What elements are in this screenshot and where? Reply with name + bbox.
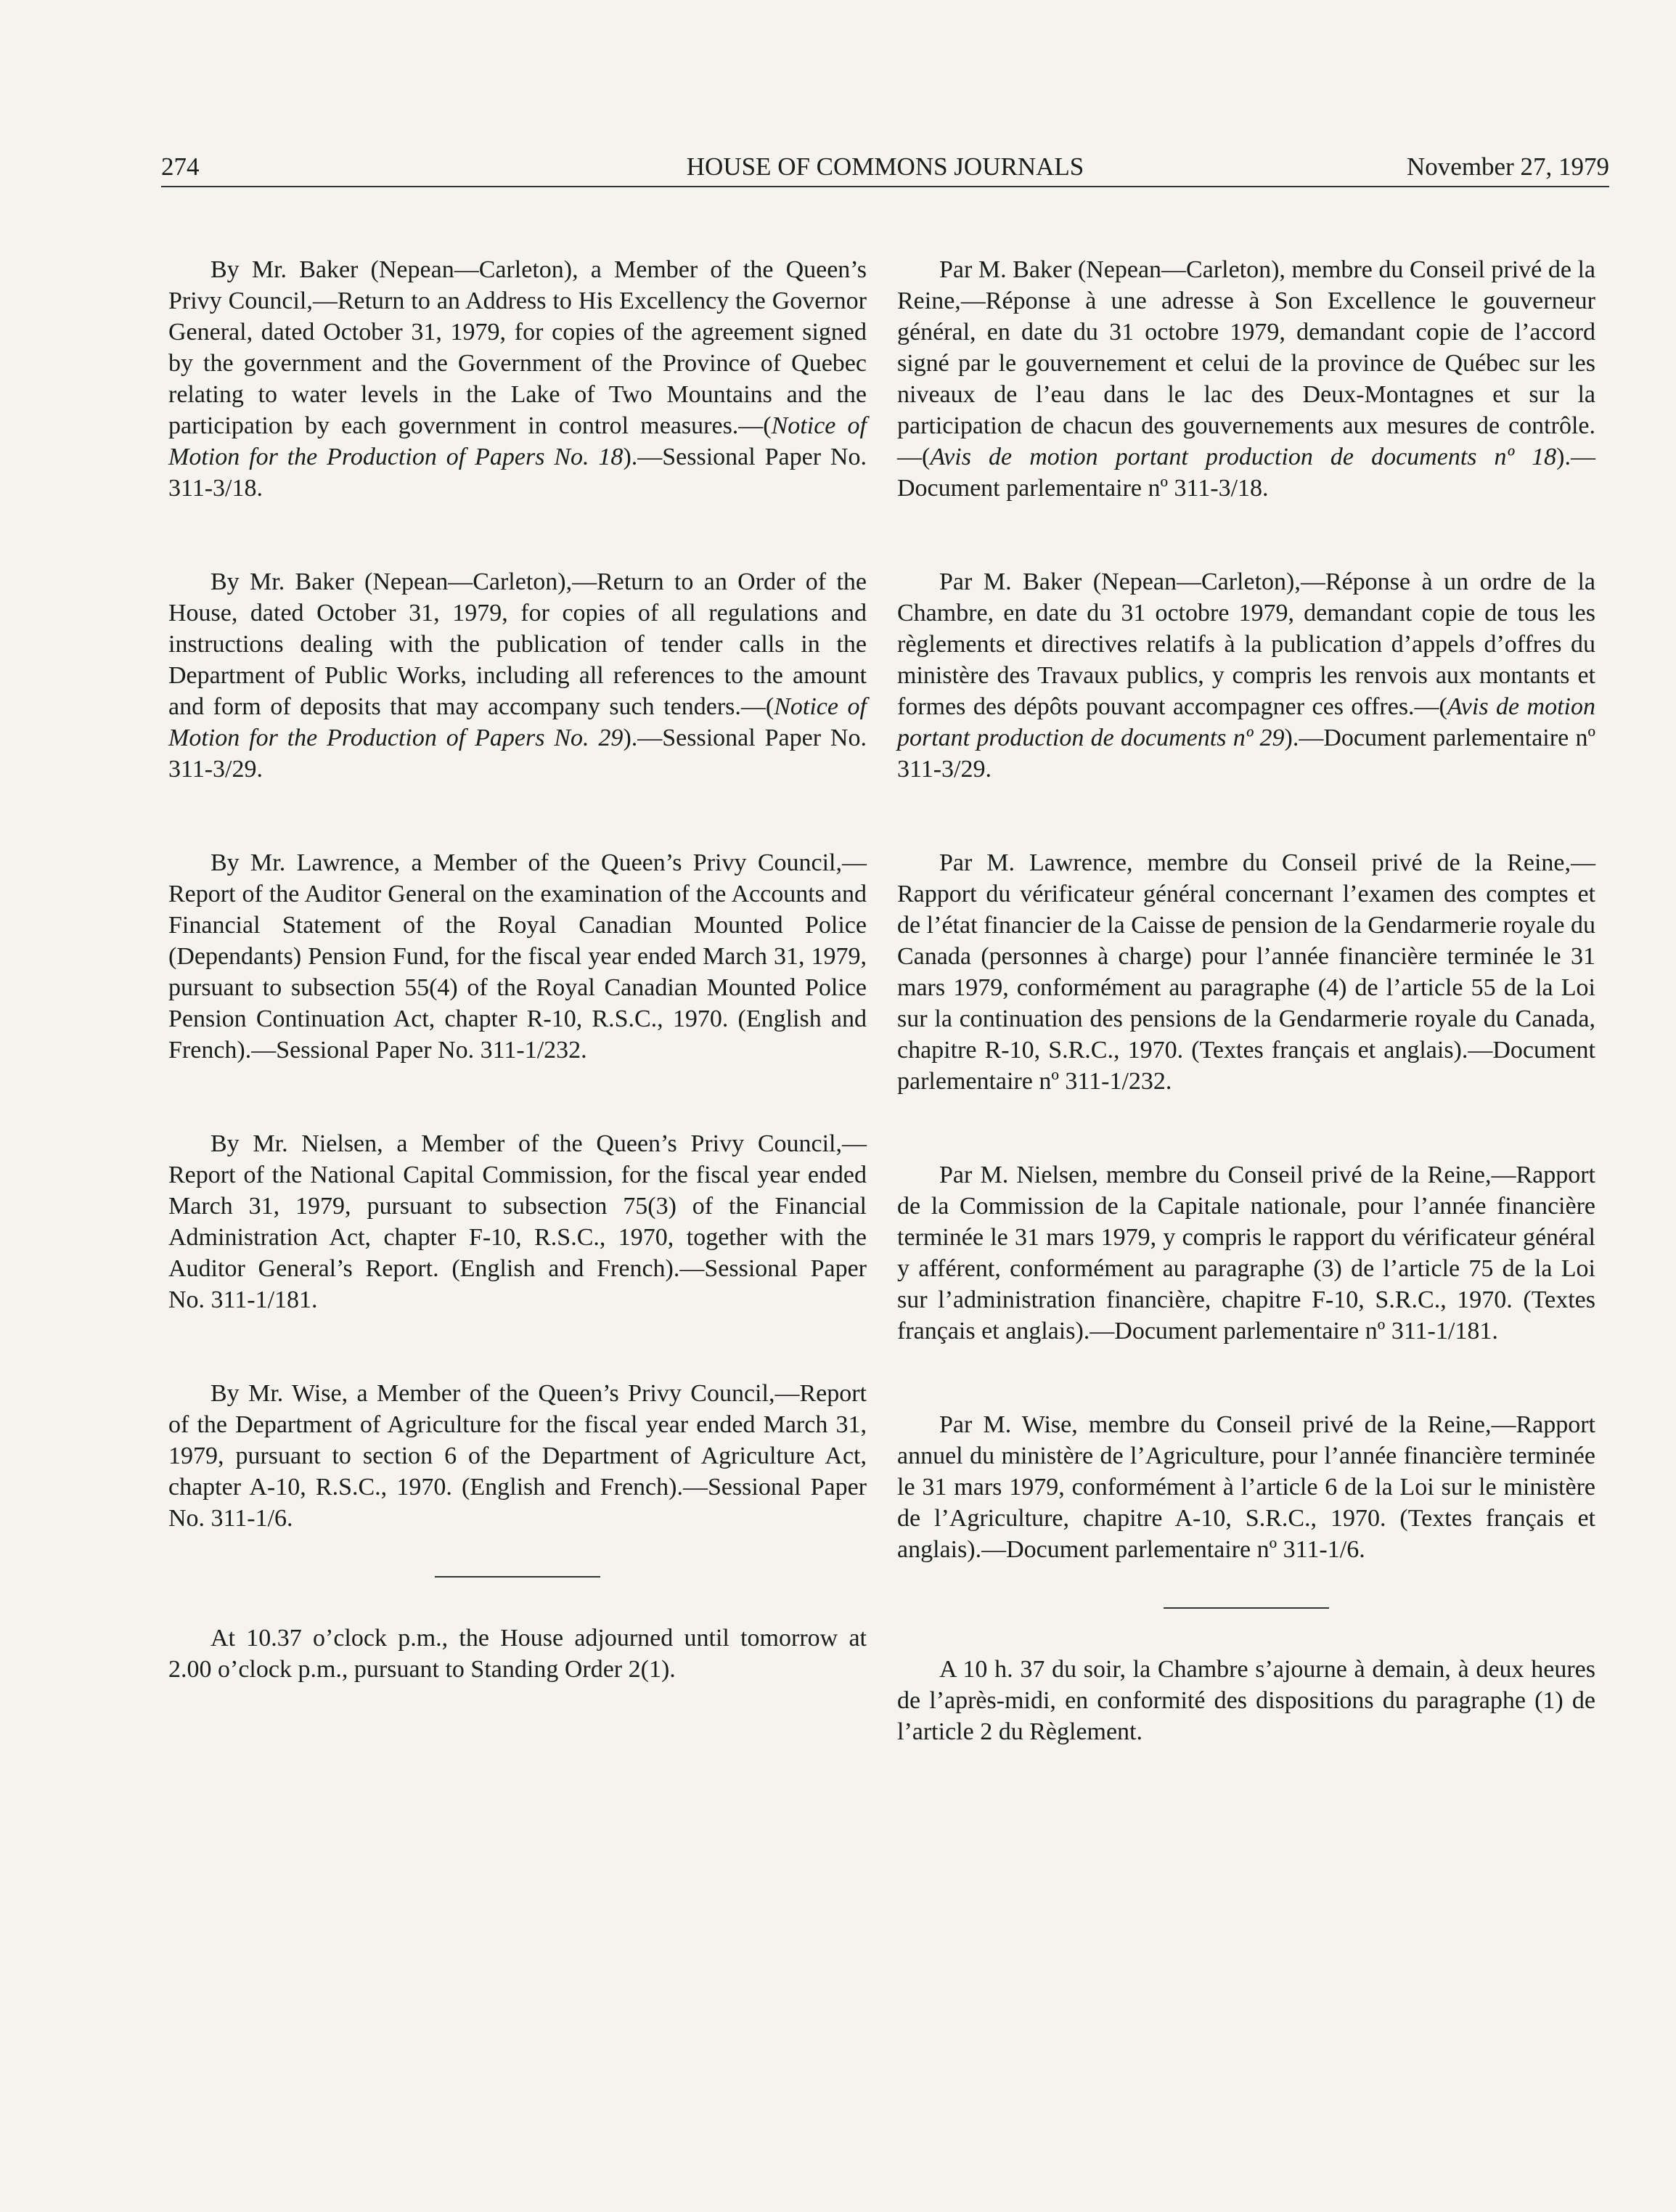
page-header (161, 145, 1609, 189)
english-separator (435, 1576, 600, 1578)
french-paragraph-4: Par M. Nielsen, membre du Conseil privé de la Reine,—Rapport de la Commission de la Capitale nationale, pour l’année financière terminée le 31 mars 1979, y compris le rapport du vérificateur général y afférent, conformément au paragraphe (3) de l’article 75 de la Loi sur l’administration financière, chapitre F-10, S.R.C., 1970. (Textes français et anglais).—Document parlementaire nº 311-1/181. (897, 1162, 1595, 1344)
french-paragraph-5: Par M. Wise, membre du Conseil privé de la Reine,—Rapport annuel du ministère de l’Agriculture, pour l’année financière terminée le 31 mars 1979, conformément à l’article 6 de la Loi sur le ministère de l’Agriculture, chapitre A-10, S.R.C., 1970. (Textes français et anglais).—Document parlementaire nº 311-1/6. (897, 1411, 1595, 1563)
english-paragraph-2: By Mr. Baker (Nepean—Carleton),—Return to an Order of the House, dated October 31, 1979, for copies of all regulations and instructions dealing with the publication of tender calls in the Department of Public Works, including all references to the amount and form of deposits that may accompany such tenders.—(Notice of Motion for the Production of Papers No. 29).—Sessional Paper No. 311-3/29. (168, 568, 867, 783)
french-paragraph-3: Par M. Lawrence, membre du Conseil privé de la Reine,—Rapport du vérificateur général concernant l’examen des comptes et de l’état financier de la Caisse de pension de la Gendarmerie royale du Canada (personnes à charge) pour l’année financière terminée le 31 mars 1979, conformément au paragraphe (4) de l’article 55 de la Loi sur la continuation des pensions de la Gendarmerie royale du Canada, chapitre R-10, S.R.C., 1970. (Textes français et anglais).—Document parlementaire nº 311-1/232. (897, 849, 1595, 1095)
journal-title: HOUSE OF COMMONS JOURNALS (686, 152, 1084, 181)
english-paragraph-5: By Mr. Wise, a Member of the Queen’s Privy Council,—Report of the Department of Agriculture for the fiscal year ended March 31, 1979, pursuant to section 6 of the Department of Agriculture Act, chapter A-10, R.S.C., 1970. (English and French).—Sessional Paper No. 311-1/6. (168, 1380, 867, 1532)
french-separator (1164, 1607, 1329, 1609)
page-date: November 27, 1979 (1407, 152, 1609, 181)
english-paragraph-1: By Mr. Baker (Nepean—Carleton), a Member of the Queen’s Privy Council,—Return to an Address to His Excellency the Governor General, dated October 31, 1979, for copies of the agreement signed by the government and the Government of the Province of Quebec relating to water levels in the Lake of Two Mountains and the participation by each government in control measures.—(Notice of Motion for the Production of Papers No. 18).—Sessional Paper No. 311-3/18. (168, 256, 867, 502)
french-paragraph-2: Par M. Baker (Nepean—Carleton),—Réponse à un ordre de la Chambre, en date du 31 octobre 1979, demandant copie de tous les règlements et directives relatifs à la publication d’appels d’offres du ministère des Travaux publics, y compris les renvois aux montants et formes des dépôts pouvant accompagner ces offres.—(Avis de motion portant production de documents nº 29).—Document parlementaire nº 311-3/29. (897, 568, 1595, 783)
header-rule (161, 186, 1609, 187)
english-paragraph-4: By Mr. Nielsen, a Member of the Queen’s Privy Council,—Report of the National Capital Commission, for the fiscal year ended March 31, 1979, pursuant to subsection 75(3) of the Financial Administration Act, chapter F-10, R.S.C., 1970, together with the Auditor General’s Report. (English and French).—Sessional Paper No. 311-1/181. (168, 1130, 867, 1313)
page-number: 274 (161, 152, 200, 181)
english-adjournment: At 10.37 o’clock p.m., the House adjourned until tomorrow at 2.00 o’clock p.m., pursuant to Standing Order 2(1). (168, 1625, 867, 1683)
english-column (168, 254, 867, 1685)
french-adjournment: A 10 h. 37 du soir, la Chambre s’ajourne à demain, à deux heures de l’après-midi, en conformité des dispositions du paragraphe (1) de l’article 2 du Règlement. (897, 1656, 1595, 1745)
french-paragraph-1: Par M. Baker (Nepean—Carleton), membre du Conseil privé de la Reine,—Réponse à une adresse à Son Excellence le gouverneur général, en date du 31 octobre 1979, demandant copie de l’accord signé par le gouvernement et celui de la province de Québec sur les niveaux de l’eau dans le lac des Deux-Montagnes et sur la participation de chacun des gouvernements aux mesures de contrôle.—(Avis de motion portant production de documents nº 18).—Document parlementaire nº 311-3/18. (897, 256, 1595, 502)
english-paragraph-3: By Mr. Lawrence, a Member of the Queen’s Privy Council,—Report of the Auditor General on the examination of the Accounts and Financial Statement of the Royal Canadian Mounted Police (Dependants) Pension Fund, for the fiscal year ended March 31, 1979, pursuant to subsection 55(4) of the Royal Canadian Mounted Police Pension Continuation Act, chapter R-10, R.S.C., 1970. (English and French).—Sessional Paper No. 311-1/232. (168, 849, 867, 1064)
french-column (897, 254, 1595, 1747)
